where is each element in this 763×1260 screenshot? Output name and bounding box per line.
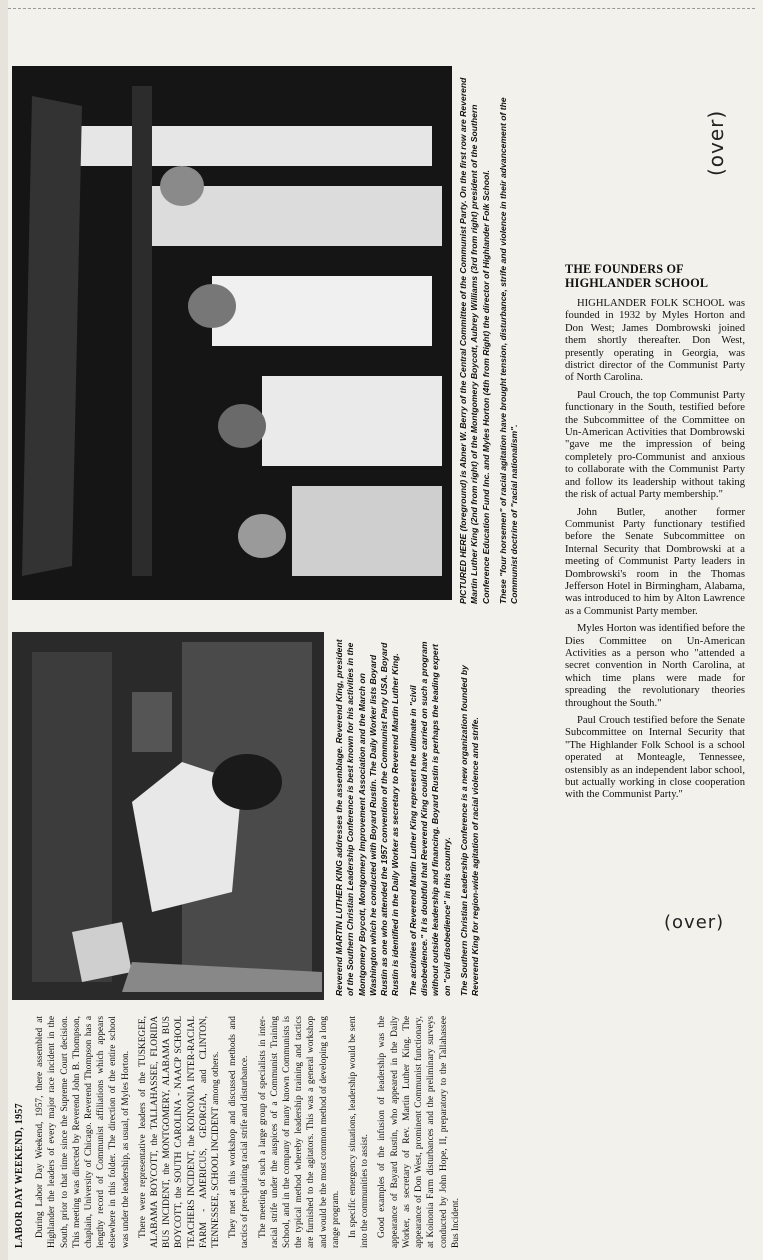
paragraph: The meeting of such a large group of specialists in inter-racial strife under the auspices of a Communist Training School, and in the company of many known Communists is the typical method whereby leadership training and tactics are furnished to the agitators. This was a general workshop and would be the most common method of developing a long range program. [257, 1016, 341, 1248]
sidebar-paragraph: HIGHLANDER FOLK SCHOOL was founded in 1932 by Myles Horton and Don West; James Dombrowski joined them shortly thereafter. Don West, presently operating in Georgia, was district director of the Communist Party of North Carolina. [565, 298, 745, 384]
middle-caption-wrapper [334, 636, 488, 996]
paragraph: There were representative leaders of the TUSKEGEE, ALABAMA BOYCOTT, the TALLAHASSEE, FLORIDA BUS INCIDENT, the MONTGOMERY, ALABAMA BUS BOYCOTT, the SOUTH CAROLINA - NAACP SCHOOL TEACHERS INCIDENT, the KOINONIA INTER-RACIAL FARM - AMERICUS, GEORGIA, and CLINTON, TENNESSEE, SCHOOL INCIDENT among others. [137, 1016, 222, 1248]
photo-king-image [12, 632, 324, 1000]
photo-group [12, 66, 452, 600]
caption-paragraph: Reverend MARTIN LUTHER KING addresses the assemblage. Reverend King, president of the Southern Christian Leadership Conference is best known for his activities in the Montgomery Boycott, Montgomery Improvement Association and the March on Washington which he conducted with Boyard Rustin. The Daily Worker lists Boyard Rustin as one who attended the 1957 convention of the Communist Party USA. Boyard Rustin is identified in the Daily Worker as secretary to Reverend Martin Luther King. [334, 639, 401, 996]
paragraph: They met at this workshop and discussed methods and tactics of precipitating racial strife and disturbance. [228, 1016, 251, 1248]
caption-paragraph: The activities of Reverend Martin Luther King represent the ultimate in "civil disobedience." It is doubtful that Reverend King could have carried on such a program without outside leadership and financing. Boyard Rustin is perhaps the leading expert on "civil disobedience" in this country. [407, 641, 452, 996]
handwritten-over-bottom: (over) [664, 912, 725, 933]
right-caption-wrapper [458, 68, 526, 604]
sidebar-paragraph: John Butler, another former Communist Party functionary testified before the Senate Subcommittee on Internal Security that Dombrowski at a meeting of Communist Party leaders in Dombrowski's room in the Thomas Jefferson Hotel in Birmingham, Alabama, was introduced to him by Alton Lawrence as a Communist Party member. [565, 506, 745, 617]
sidebar-paragraph: Myles Horton was identified before the Dies Committee on Un-American Activities as a person who "attended a secret convention in North Carolina, at which time plans were made for spreading the revolutionary theories throughout the South." [565, 623, 745, 709]
scan-edge [0, 0, 8, 1260]
handwritten-over-top: (over) [704, 109, 728, 176]
paragraph: During Labor Day Weekend, 1957, there assembled at Highlander the leaders of every major race incident in the South, prior to that time since the Supreme Court decision. This meeting was directed by Reverend John B. Thompson, chaplain, University of Chicago. Reverend Thompson has a lengthy record of Communist affiliations which appears elsewhere in this folder. The direction of the entire school was under the leadership, as usual, of Myles Horton. [35, 1016, 131, 1248]
dateline: LABOR DAY WEEKEND, 1957 [14, 1103, 25, 1248]
sidebar-paragraph: Paul Crouch testified before the Senate Subcommittee on Internal Security that "The Highlander Folk School is a school operated at Monteagle, Tennessee, ostensibly as an independent labor school, but actually working in close cooperation with the Communist Party." [565, 715, 745, 801]
founders-sidebar [565, 262, 745, 807]
left-column-text [14, 1016, 462, 1248]
group-caption [458, 68, 520, 604]
caption-paragraph: The Southern Christian Leadership Conference is a new organization founded by Reverend King for region-wide agitation of racial violence and strife. [458, 665, 481, 996]
sidebar-heading [565, 262, 745, 290]
photo-king-addressing [12, 632, 324, 1000]
page-border [8, 8, 755, 9]
paragraph: In specific emergency situations, leadership would be sent into the communities to assist. [348, 1016, 371, 1248]
heading-line-1: THE FOUNDERS OF [565, 262, 684, 276]
left-column-wrapper [14, 1016, 467, 1248]
heading-line-2: HIGHLANDER SCHOOL [565, 276, 709, 290]
king-caption [334, 636, 482, 996]
sidebar-paragraph: Paul Crouch, the top Communist Party functionary in the South, testified before the Subcommittee of the Committee on Un-American Activities that Dombrowski "gave me the impression of being completely pro-Communist and anxious to collaborate with the Communist Party and follow its leadership without taking the risk of actual Party membership." [565, 389, 745, 501]
paragraph: Good examples of the infusion of leadership was the appearance of Bayard Rustin, who appeared in the Daily Worker, as secretary of Rev. Martin Luther King. The appearance of Don West, prominent Communist functionary, at Koinonia Farm disturbances and the preliminary surveys conducted by John Hope, II, preparatory to the Tallahassee Bus Incident. [377, 1016, 461, 1248]
photo-group-image [12, 66, 452, 600]
caption-paragraph: PICTURED HERE (foreground) is Abner W. Berry of the Central Committee of the Communist Party. On the first row are Reverend Martin Luther King (2nd from right) of the Montgomery Boycott, Aubrey Williams (3rd from right) president of the Southern Conference Education Fund Inc. and Myles Horton (4th from Right) the director of Highlander Folk School. [458, 77, 491, 604]
caption-paragraph: These "four horsemen" of racial agitation have brought tension, disturbance, strife and violence in their advancement of the Communist doctrine of "racial nationalism". [497, 97, 520, 604]
